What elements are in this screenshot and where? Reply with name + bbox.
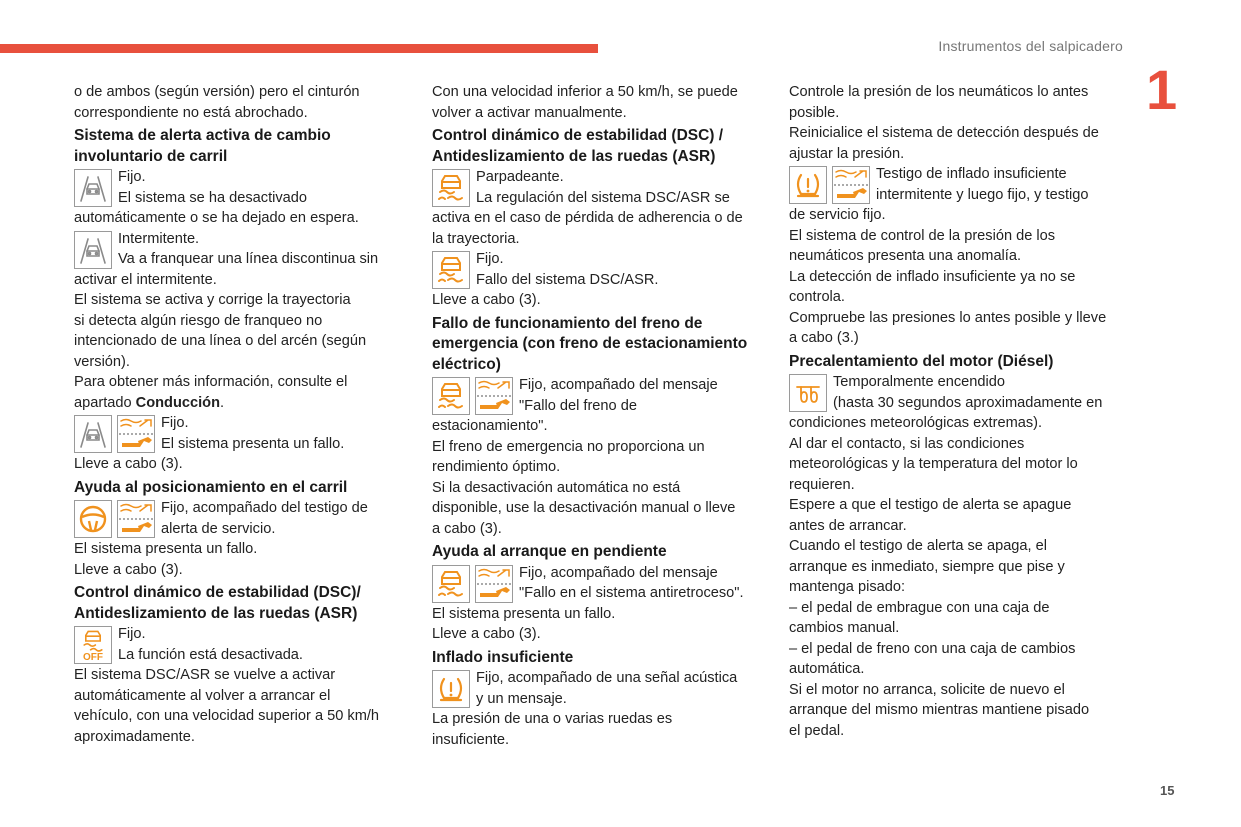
paragraph: correspondiente no está abrochado. [74, 104, 308, 121]
heading-dsc-off: Control dinámico de estabilidad (DSC)/ Antideslizamiento de las ruedas (ASR) [74, 584, 361, 622]
dsc-fixed: Fijo. Fallo del sistema DSC/ASR. [432, 249, 757, 290]
lane-alert-fixed: Fijo. El sistema se ha desactivado automáticamente o se ha dejado en espera. [74, 169, 359, 226]
paragraph: o de ambos (según versión) pero el cinturón [74, 84, 360, 100]
hill-fixed: Fijo, acompañado del mensaje "Fallo en el sistema antiretroceso". [432, 563, 757, 604]
dsc-flash: Parpadeante. La regulación del sistema DSC/ASR se activa en el caso de pérdida de adherencia o de la trayectoria. [432, 169, 743, 247]
service-warning-icon [475, 565, 513, 603]
heading-preheating: Precalentamiento del motor (Diésel) [789, 352, 1054, 370]
tyre-fixed: Fijo, acompañado de una señal acústica y un mensaje. [432, 668, 757, 709]
heading-lane-positioning: Ayuda al posicionamiento en el carril [74, 478, 348, 496]
service-warning-icon [117, 415, 155, 453]
dsc-icon [432, 169, 470, 207]
tyre-pressure-icon [432, 670, 470, 708]
brake-fixed: Fijo, acompañado del mensaje "Fallo del freno de estacionamiento". [432, 377, 718, 434]
service-warning-icon [117, 500, 155, 538]
lane-departure-icon [74, 231, 112, 269]
paragraph: apartado Conducción. [74, 394, 225, 411]
heading-emergency-brake: Fallo de funcionamiento del freno de emergencia (con freno de estacionamiento eléctrico) [432, 314, 748, 373]
column-1: o de ambos (según versión) pero el cinturón correspondiente no está abrochado. Sistema de alerta activa de cambio involuntario de carril Fijo. El sistema se ha desactivado automáticamente o se ha dejado en espera. Intermitente. Va a franquear una línea discontinua sin activar el intermitente. El sistema se activa y corrige la trayectoria si detecta algún riesgo de franqueo no intencionado de una línea o del arcén (según versión). Para obtener más información, consulte el apartado Conducción. Fijo. El sistema presenta un fallo. Lleve a cabo (3). Ayuda al posicionamiento en el carril Fijo, acompañado del testigo de alerta de servicio. El sistema presenta un fallo. Lleve a cabo (3). Control dinámico de estabilidad (DSC)/ Antideslizamiento de las ruedas (ASR) OFF Fijo. La función está desactivada. El sistema DSC/ASR se vuelve a activar automáticamente al volver a arrancar el vehículo, con una velocidad superior a 50 km/h aproximadamente. [74, 82, 399, 747]
dsc-icon [432, 377, 470, 415]
service-warning-icon [832, 166, 870, 204]
steering-wheel-icon [74, 500, 112, 538]
tyre-fault: Testigo de inflado insuficiente intermitente y luego fijo, y testigo de servicio fijo. [789, 166, 1089, 223]
heading-dsc: Control dinámico de estabilidad (DSC) / Antideslizamiento de las ruedas (ASR) [432, 127, 724, 165]
cross-reference: Conducción [135, 394, 220, 411]
lane-departure-icon [74, 169, 112, 207]
lane-alert-flash: Intermitente. Va a franquear una línea discontinua sin activar el intermitente. [74, 230, 379, 288]
column-2: Con una velocidad inferior a 50 km/h, se puede volver a activar manualmente. Control dinámico de estabilidad (DSC) / Antideslizamiento de las ruedas (ASR) Parpadeante. La regulación del sistema DSC/ASR se activa en el caso de pérdida de adherencia o de la trayectoria. Fijo. Fallo del sistema DSC/ASR. Lleve a cabo (3). Fallo de funcionamiento del freno de emergencia (con freno de estacionamiento eléctrico) Fijo, acompañado del mensaje "Fallo del freno de estacionamiento". El freno de emergencia no proporciona un rendimiento óptimo. Si la desactivación automática no está disponible, use la desactivación manual o lleve a cabo (3). Ayuda al arranque en pendiente Fijo, acompañado del mensaje "Fallo en el sistema antiretroceso". El sistema presenta un fallo. Lleve a cabo (3). Inflado insuficiente Fijo, acompañado de una señal acústica y un mensaje. La presión de una o varias ruedas es insuficiente. [432, 82, 757, 750]
heading-lane-alert: Sistema de alerta activa de cambio involuntario de carril [74, 127, 331, 165]
page-number: 15 [1160, 783, 1175, 798]
column-3: Controle la presión de los neumáticos lo antes posible. Reinicialice el sistema de detección después de ajustar la presión. Testigo de inflado insuficiente intermitente y luego fijo, y testigo de servicio fijo. El sistema de control de la presión de los neumáticos presenta una anomalía. La detección de inflado insuficiente ya no se controla. Compruebe las presiones lo antes posible y lleve a cabo (3.) Precalentamiento del motor (Diésel) Temporalmente encendido (hasta 30 segundos aproximadamente en condiciones meteorológicas extremas). Al dar el contacto, si las condiciones meteorológicas y la temperatura del motor lo requieren. Espere a que el testigo de alerta se apague antes de arrancar. Cuando el testigo de alerta se apaga, el arranque es inmediato, siempre que pise y mantenga pisado: – el pedal de embrague con una caja de cambios manual. – el pedal de freno con una caja de cambios automática. Si el motor no arranca, solicite de nuevo el arranque del mismo mientras mantiene pisado el pedal. [789, 82, 1129, 741]
preheat-on: Temporalmente encendido (hasta 30 segundos aproximadamente en condiciones meteorológicas extremas). [789, 374, 1103, 431]
dsc-icon [432, 251, 470, 289]
heading-hill-start: Ayuda al arranque en pendiente [432, 543, 667, 560]
service-warning-icon [475, 377, 513, 415]
dsc-icon [432, 565, 470, 603]
lane-pos-fixed: Fijo, acompañado del testigo de alerta de servicio. [74, 498, 399, 539]
header-accent-bar [0, 44, 598, 53]
dsc-off-fixed: OFF Fijo. La función está desactivada. [74, 624, 399, 665]
lane-departure-icon [74, 415, 112, 453]
section-title: Instrumentos del salpicadero [938, 38, 1123, 54]
tyre-pressure-icon [789, 166, 827, 204]
glow-plug-icon [789, 374, 827, 412]
dsc-off-icon: OFF [74, 626, 112, 664]
heading-under-inflation: Inflado insuficiente [432, 648, 574, 666]
lane-alert-fault: Fijo. El sistema presenta un fallo. [74, 413, 399, 454]
chapter-number: 1 [1146, 58, 1178, 121]
